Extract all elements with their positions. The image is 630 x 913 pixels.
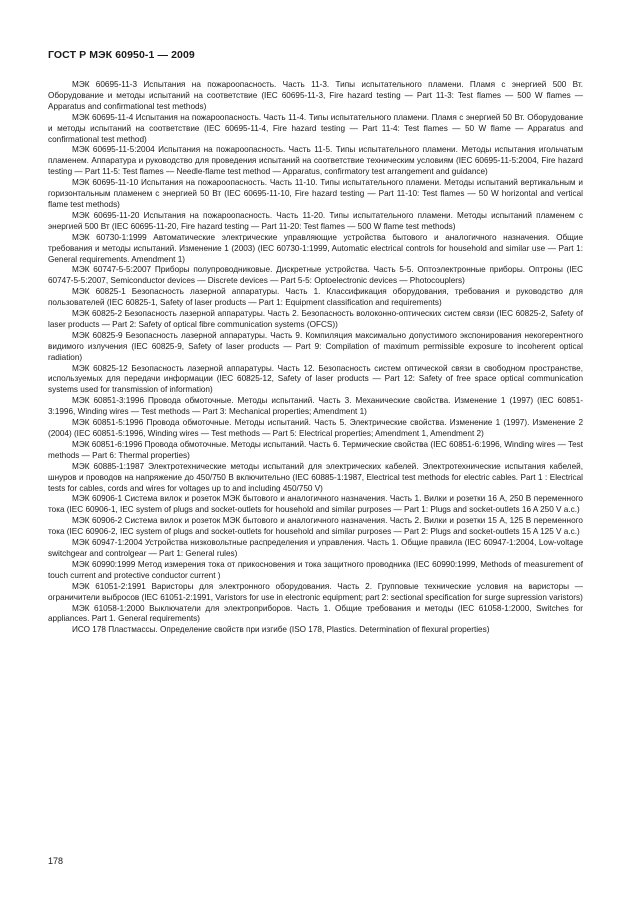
reference-item: МЭК 60947-1:2004 Устройства низковольтные распределения и управления. Часть 1. Общие правила (IEC 60947-1:2004, Low-voltage switchgear and controlgear — Part 1: General rules) xyxy=(48,538,583,558)
reference-item: МЭК 60695-11-20 Испытания на пожароопасность. Часть 11-20. Типы испытательного пламени. Методы испытаний пламенем с энергией 500 Вт (IEC 60695-11-20, Fire hazard testing — Part 11-20: Test flames — 500 W flame test methods) xyxy=(48,210,583,231)
reference-item: МЭК 60695-11-10 Испытания на пожароопасность. Часть 11-10. Типы испытательного пламени. Методы испытаний вертикальным и горизонтальным пламенем с энергией 50 Вт (IEC 60695-11-10, Fire hazard testing — Part 11-10: Test flames — 50 W horizontal and vertical flame test methods) xyxy=(48,178,583,209)
page-header: ГОСТ Р МЭК 60950-1 — 2009 xyxy=(48,49,195,61)
reference-item: ИСО 178 Пластмассы. Определение свойств при изгибе (ISO 178, Plastics. Determination of flexural properties) xyxy=(72,625,490,635)
reference-item: МЭК 60825-1 Безопасность лазерной аппаратуры. Часть 1. Классификация оборудования, требования и руководство для пользователей (IEC 60825-1, Safety of laser products — Part 1: Equipment classification and requirements) xyxy=(48,287,583,308)
reference-item: МЭК 60695-11-3 Испытания на пожароопасность. Часть 11-3. Типы испытательного пламени. Пламя с энергией 500 Вт. Оборудование и методы испытаний на соответствие (IEC 60695-11-3, Fire hazard testing — Part 11-3: Test flames — 500 W flames — Apparatus and confirmational test methods) xyxy=(48,80,583,111)
reference-item: МЭК 60885-1:1987 Электротехнические методы испытаний для электрических кабелей. Электротехнические испытания кабелей, шнуров и проводов на напряжение до 450/750 В включительно (IEC 60885-1:1987, Electrical test methods for electric cables. Part 1 : Electrical tests for cables, cords and wires for voltages up to and including 450/750 V) xyxy=(48,461,583,493)
page-number: 178 xyxy=(48,856,64,866)
reference-item: МЭК 60906-1 Система вилок и розеток МЭК бытового и аналогичного назначения. Часть 1. Вилки и розетки 16 А, 250 В переменного тока (IEC 60906-1, IEC system of plugs and socket-outlets for household and similar purposes — Part 1: Plugs and socket-outlets 16 A 250 V a.c.) xyxy=(48,494,583,515)
reference-item: МЭК 60825-12 Безопасность лазерной аппаратуры. Часть 12. Безопасность систем оптической связи в свободном пространстве, используемых для передачи информации (IEC 60825-12, Safety of laser products — Part 12: Safety of free space optical communication systems used for transmission of information) xyxy=(48,363,583,395)
reference-item: МЭК 60906-2 Система вилок и розеток МЭК бытового и аналогичного назначения. Часть 2. Вилки и розетки 15 А, 125 В переменного тока (IEC 60906-2, IEC system of plugs and socket-outlets for household and similar purposes — Part 2: Plugs and socket-outlets 15 A 125 V a.c.) xyxy=(48,516,583,537)
reference-item: МЭК 60730-1:1999 Автоматические электрические управляющие устройства бытового и аналогичного назначения. Общие требования и методы испытаний. Изменение 1 (2003) (IEC 60730-1:1999, Automatic electrical controls for household and similar use — Part 1: General requirements. Amendment 1) xyxy=(48,232,583,264)
reference-item: МЭК 60851-6:1996 Провода обмоточные. Методы испытаний. Часть 6. Термические свойства (IEC 60851-6:1996, Winding wires — Test methods — Part 6: Thermal properties) xyxy=(48,439,583,460)
reference-item: МЭК 61051-2:1991 Варисторы для электронного оборудования. Часть 2. Групповые технические условия на варисторы — ограничители выбросов (IEC 61051-2:1991, Varistors for use in electronic equipment; part 2: sectional specification for surge supression varistors) xyxy=(48,581,583,602)
reference-item: МЭК 61058-1:2000 Выключатели для электроприборов. Часть 1. Общие требования и методы (IEC 61058-1:2000, Switches for appliances. Part 1. General requirements) xyxy=(48,603,583,624)
reference-item: МЭК 60825-9 Безопасность лазерной аппаратуры. Часть 9. Компиляция максимально допустимого экспонирования некогерентного видимого излучения (IEC 60825-9, Safety of laser products — Part 9: Compilation of maximum permissible exposure to incoherent optical radiation) xyxy=(48,330,583,362)
reference-item: МЭК 60695-11-5:2004 Испытания на пожароопасность. Часть 11-5. Типы испытательного пламени. Методы испытания игольчатым пламенем. Аппаратура и руководство для проведения испытаний на соответствие техническим условиям (IEC 60695-11-5:2004, Fire hazard testing — Part 11-5: Test flames — Needle-flame test method — Apparatus, confirmatory test arrangement and guidance) xyxy=(48,145,583,177)
reference-item: МЭК 60990:1999 Метод измерения тока от прикосновения и тока защитного проводника (IEC 60990:1999, Methods of measurement of touch current and protective conductor current ) xyxy=(48,559,583,580)
reference-list xyxy=(48,80,583,636)
reference-item: МЭК 60747-5-5:2007 Приборы полупроводниковые. Дискретные устройства. Часть 5-5. Оптоэлектронные приборы. Оптроны (IEC 60747-5-5:2007, Semiconductor devices — Discrete devices — Part 5-5: Optoelectronic devices — Photocouplers) xyxy=(48,265,583,286)
reference-item: МЭК 60695-11-4 Испытания на пожароопасность. Часть 11-4. Типы испытательного пламени. Пламя с энергией 50 Вт. Оборудование и методы испытаний на соответствие (IEC 60695-11-4, Fire hazard testing — Part 11-4: Test flames — 50 W flame — Apparatus and confirmational test method) xyxy=(48,112,583,144)
reference-item: МЭК 60851-5:1996 Провода обмоточные. Методы испытаний. Часть 5. Электрические свойства. Изменение 1 (1997). Изменение 2 (2004) (IEC 60851-5:1996, Winding wires — Test methods — Part 5: Electrical properties; Amendment 1, Amendment 2) xyxy=(48,418,583,438)
reference-item: МЭК 60851-3:1996 Провода обмоточные. Методы испытаний. Часть 3. Механические свойства. Изменение 1 (1997) (IEC 60851-3:1996, Winding wires — Test methods — Part 3: Mechanical properties; Amendment 1) xyxy=(48,396,583,417)
reference-item: МЭК 60825-2 Безопасность лазерной аппаратуры. Часть 2. Безопасность волоконно-оптических систем связи (IEC 60825-2, Safety of laser products — Part 2: Safety of optical fibre communication systems (OFCS)) xyxy=(48,309,583,329)
